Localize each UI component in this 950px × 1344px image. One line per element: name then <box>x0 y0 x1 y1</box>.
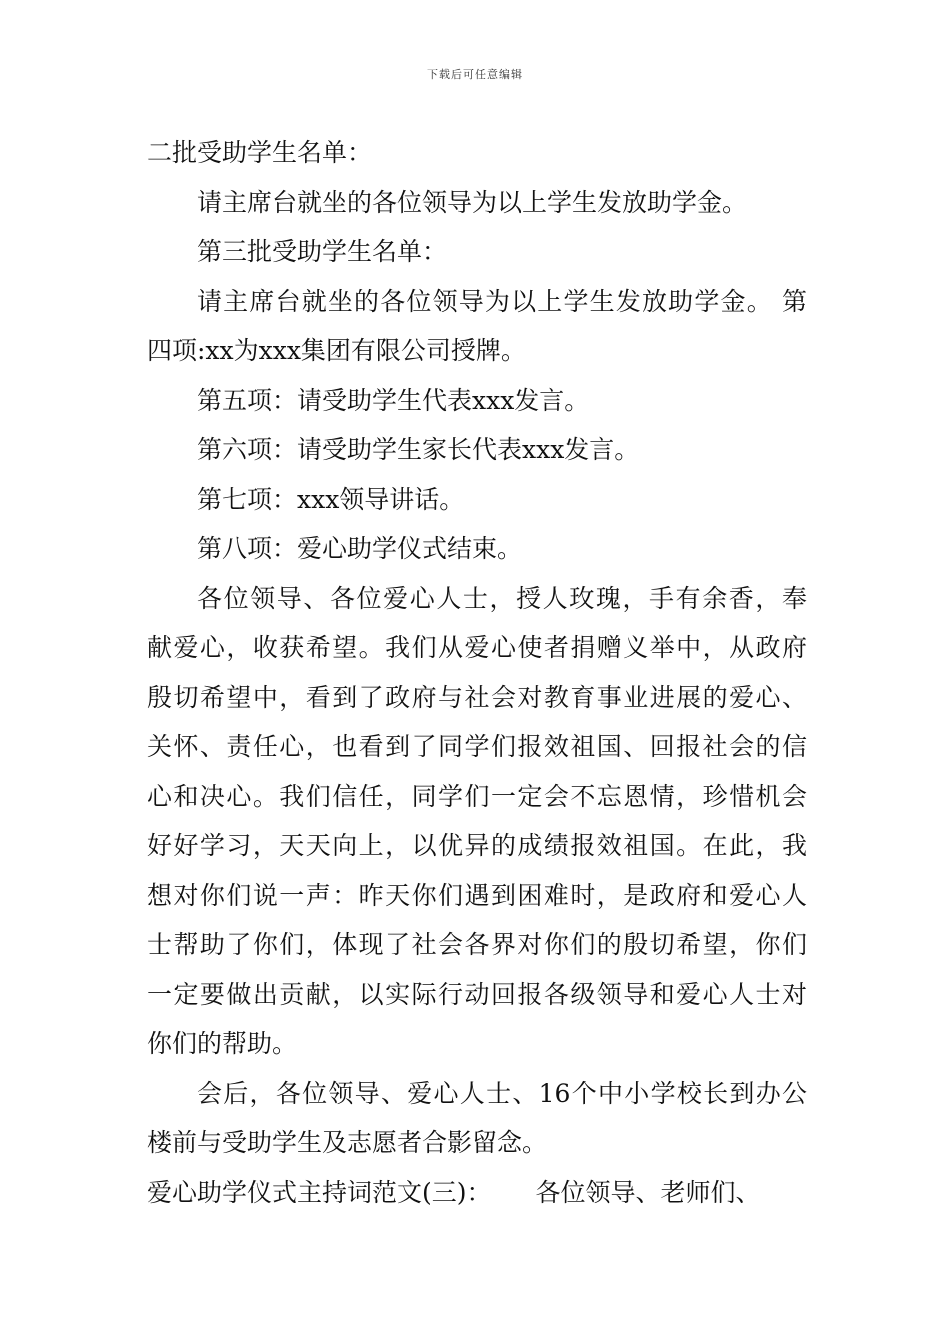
text-line: 想对你们说一声：昨天你们遇到困难时，是政府和爱心人 <box>147 880 807 910</box>
document-body <box>147 128 807 1217</box>
text-line: 你们的帮助。 <box>147 1029 298 1058</box>
text-line: 第七项：xxx领导讲话。 <box>197 484 465 514</box>
text-line: 第八项：爱心助学仪式结束。 <box>197 534 523 563</box>
text-line: 会后，各位领导、爱心人士、16个中小学校长到办公 <box>197 1078 807 1108</box>
text-line: 楼前与受助学生及志愿者合影留念。 <box>147 1128 548 1157</box>
text-line: 第六项：请受助学生家长代表xxx发言。 <box>197 435 640 464</box>
text-line: 二批受助学生名单： <box>147 138 373 167</box>
text-line: 第三批受助学生名单： <box>197 237 448 266</box>
text-line: 一定要做出贡献，以实际行动回报各级领导和爱心人士对 <box>147 979 807 1009</box>
greeting-text: 各位领导、老师们、 <box>535 1177 761 1207</box>
page-header: 下载后可任意编辑 <box>427 68 523 81</box>
text-line <box>147 1168 807 1218</box>
section-heading: 爱心助学仪式主持词范文(三)： <box>147 1177 492 1207</box>
text-line: 好好学习，天天向上，以优异的成绩报效祖国。在此，我 <box>147 831 807 860</box>
text-line: 四项:xx为xxx集团有限公司授牌。 <box>147 336 526 365</box>
text-line: 献爱心，收获希望。我们从爱心使者捐赠义举中，从政府 <box>147 633 807 662</box>
text-line: 士帮助了你们，体现了社会各界对你们的殷切希望，你们 <box>147 930 807 959</box>
text-line: 殷切希望中，看到了政府与社会对教育事业进展的爱心、 <box>147 682 807 712</box>
text-line: 心和决心。我们信任，同学们一定会不忘恩情，珍惜机会 <box>147 781 807 811</box>
text-line: 请主席台就坐的各位领导为以上学生发放助学金。 第 <box>197 286 807 316</box>
text-line: 各位领导、各位爱心人士，授人玫瑰，手有余香，奉 <box>197 583 807 613</box>
text-line: 关怀、责任心，也看到了同学们报效祖国、回报社会的信 <box>147 732 807 761</box>
text-line: 请主席台就坐的各位领导为以上学生发放助学金。 <box>197 187 748 217</box>
text-line: 第五项：请受助学生代表xxx发言。 <box>197 385 590 415</box>
